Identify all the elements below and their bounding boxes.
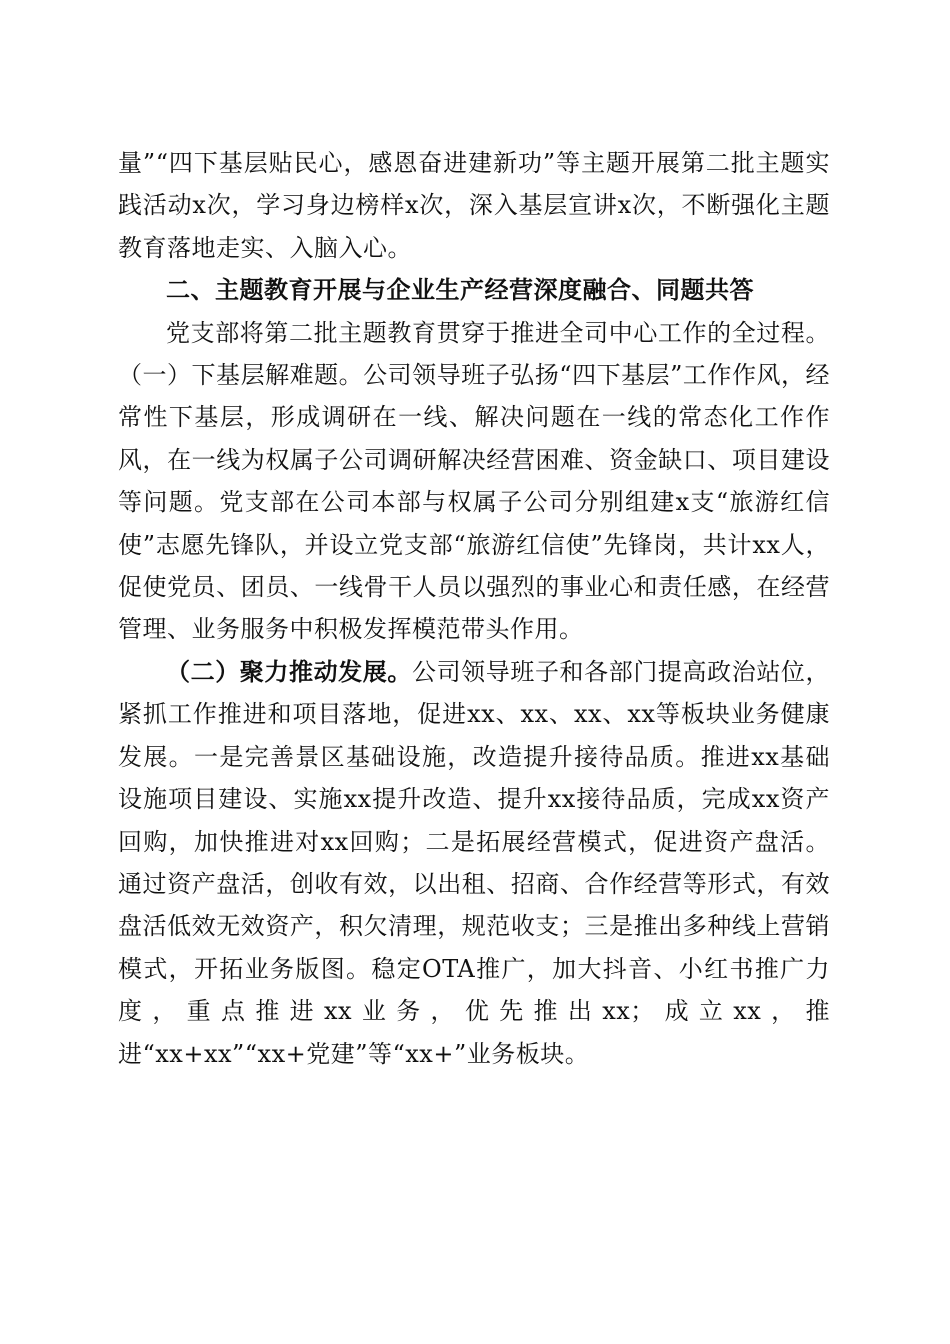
paragraph-2: [118, 651, 830, 1075]
paragraph-2-lead: （二）聚力推动发展。: [166, 657, 412, 686]
paragraph-1: 党支部将第二批主题教育贯穿于推进全司中心工作的全过程。（一）下基层解难题。公司领导班子弘扬“四下基层”工作作风，经常性下基层，形成调研在一线、解决问题在一线的常态化工作作风，在一线为权属子公司调研解决经营困难、资金缺口、项目建设等问题。党支部在公司本部与权属子公司分别组建x支“旅游红信使”志愿先锋队，并设立党支部“旅游红信使”先锋岗，共计xx人，促使党员、团员、一线骨干人员以强烈的事业心和责任感，在经营管理、业务服务中积极发挥模范带头作用。: [118, 318, 830, 644]
section-heading: 二、主题教育开展与企业生产经营深度融合、同题共答: [166, 276, 754, 305]
document-body: [118, 142, 830, 1075]
continuation-paragraph: 量”“四下基层贴民心，感恩奋进建新功”等主题开展第二批主题实践活动x次，学习身边榜样x次，深入基层宣讲x次，不断强化主题教育落地走实、入脑入心。: [118, 149, 830, 262]
paragraph-2-body: 公司领导班子和各部门提高政治站位，紧抓工作推进和项目落地，促进xx、xx、xx、xx等板块业务健康发展。一是完善景区基础设施，改造提升接待品质。推进xx基础设施项目建设、实施xx提升改造、提升xx接待品质，完成xx资产回购，加快推进对xx回购；二是拓展经营模式，促进资产盘活。通过资产盘活，创收有效，以出租、招商、合作经营等形式，有效盘活低效无效资产，积欠清理，规范收支；三是推出多种线上营销模式，开拓业务版图。稳定OTA推广，加大抖音、小红书推广力度，重点推进xx业务，优先推出xx；成立xx，推进“xx+xx”“xx+党建”等“xx+”业务板块。: [118, 657, 831, 1068]
